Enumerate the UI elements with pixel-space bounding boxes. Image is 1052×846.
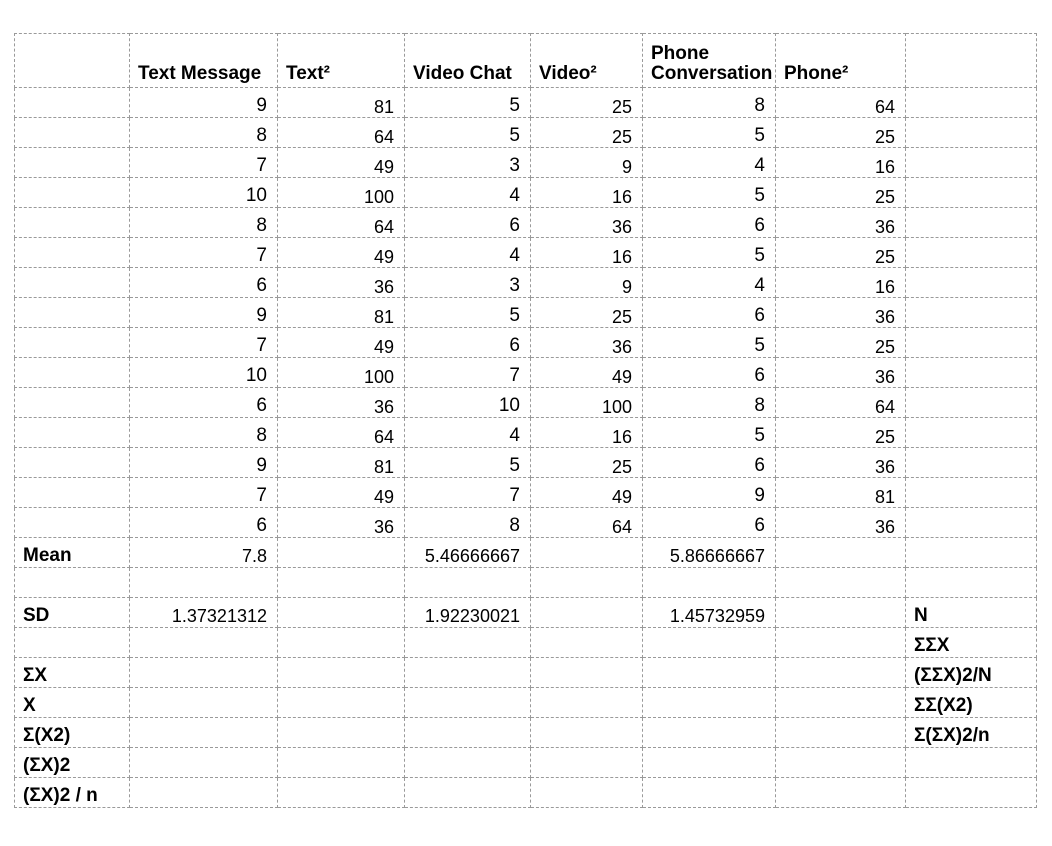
empty-cell[interactable] [531,778,643,808]
text-cell[interactable]: 6 [130,388,278,418]
empty-cell[interactable] [906,778,1037,808]
text-cell[interactable]: 6 [130,268,278,298]
video-cell[interactable]: 5 [405,88,531,118]
empty-cell[interactable] [906,748,1037,778]
video-cell[interactable]: 3 [405,148,531,178]
right-cell[interactable] [906,178,1037,208]
right-cell[interactable] [906,148,1037,178]
empty-cell[interactable] [531,538,643,568]
text-squared-cell[interactable]: 64 [278,208,405,238]
empty-cell[interactable] [405,568,531,598]
phone-cell[interactable]: 5 [643,328,776,358]
video-cell[interactable]: 5 [405,298,531,328]
empty-cell[interactable] [776,628,906,658]
phone-cell[interactable]: 6 [643,508,776,538]
summary-row [15,628,1037,658]
empty-cell[interactable] [531,748,643,778]
phone-cell[interactable]: 4 [643,148,776,178]
text-cell[interactable]: 9 [130,298,278,328]
text-cell[interactable]: 6 [130,508,278,538]
phone-squared-cell[interactable]: 16 [776,148,906,178]
empty-cell[interactable] [130,658,278,688]
row-label-cell[interactable] [15,88,130,118]
text-cell[interactable]: 8 [130,418,278,448]
row-label-cell[interactable] [15,448,130,478]
header-phone-line1: Phone [651,43,710,64]
sd-video-value[interactable]: 1.92230021 [405,598,531,628]
row-label-cell[interactable] [15,118,130,148]
table-row [15,268,1037,298]
video-squared-cell[interactable]: 36 [531,208,643,238]
text-squared-cell[interactable]: 49 [278,148,405,178]
summary-row [15,778,1037,808]
empty-cell[interactable] [405,748,531,778]
empty-cell[interactable] [531,658,643,688]
empty-cell[interactable] [776,688,906,718]
video-cell[interactable]: 4 [405,418,531,448]
table-row [15,148,1037,178]
mean-phone-value[interactable]: 5.86666667 [643,538,776,568]
text-cell[interactable]: 10 [130,358,278,388]
phone-squared-cell[interactable]: 64 [776,388,906,418]
video-squared-cell[interactable]: 25 [531,88,643,118]
row-label-cell[interactable] [15,328,130,358]
table-row [15,88,1037,118]
empty-cell[interactable] [130,568,278,598]
empty-cell[interactable] [776,658,906,688]
text-cell[interactable]: 8 [130,118,278,148]
row-label-cell[interactable] [15,268,130,298]
phone-squared-cell[interactable]: 25 [776,178,906,208]
empty-cell[interactable] [531,628,643,658]
left-label-x[interactable]: X [15,688,130,718]
right-cell[interactable] [906,268,1037,298]
empty-cell[interactable] [405,778,531,808]
text-squared-cell[interactable]: 36 [278,268,405,298]
header-cell-blank-right[interactable] [906,34,1037,88]
header-phone-conversation[interactable] [643,34,776,88]
right-cell[interactable] [906,208,1037,238]
row-label-cell[interactable] [15,508,130,538]
empty-cell[interactable] [776,748,906,778]
empty-cell[interactable] [405,718,531,748]
phone-cell[interactable]: 5 [643,238,776,268]
empty-cell[interactable] [278,598,405,628]
video-squared-cell[interactable]: 25 [531,298,643,328]
empty-cell[interactable] [130,718,278,748]
row-label-cell[interactable] [15,238,130,268]
summary-row [15,658,1037,688]
video-cell[interactable]: 7 [405,358,531,388]
empty-cell[interactable] [531,598,643,628]
sd-row [15,598,1037,628]
text-cell[interactable]: 9 [130,88,278,118]
empty-cell[interactable] [643,778,776,808]
text-squared-cell[interactable]: 64 [278,418,405,448]
text-cell[interactable]: 7 [130,478,278,508]
empty-cell[interactable] [776,568,906,598]
right-cell[interactable] [906,418,1037,448]
video-squared-cell[interactable]: 16 [531,238,643,268]
phone-cell[interactable]: 6 [643,208,776,238]
text-squared-cell[interactable]: 81 [278,448,405,478]
empty-cell[interactable] [531,688,643,718]
empty-cell[interactable] [776,598,906,628]
empty-cell[interactable] [278,748,405,778]
video-cell[interactable]: 3 [405,268,531,298]
text-squared-cell[interactable]: 49 [278,478,405,508]
empty-cell[interactable] [643,568,776,598]
phone-cell[interactable]: 8 [643,88,776,118]
empty-cell[interactable] [15,628,130,658]
empty-cell[interactable] [278,538,405,568]
empty-cell[interactable] [776,778,906,808]
text-cell[interactable]: 7 [130,238,278,268]
phone-squared-cell[interactable]: 25 [776,328,906,358]
empty-cell[interactable] [405,688,531,718]
video-cell[interactable]: 10 [405,388,531,418]
right-cell[interactable] [906,358,1037,388]
empty-cell[interactable] [130,628,278,658]
right-label-sumsum-x2[interactable]: ΣΣ(X2) [906,688,1037,718]
right-cell[interactable] [906,448,1037,478]
summary-row [15,718,1037,748]
text-squared-cell[interactable]: 100 [278,178,405,208]
summary-row [15,688,1037,718]
phone-cell[interactable]: 4 [643,268,776,298]
sd-label[interactable]: SD [15,598,130,628]
phone-squared-cell[interactable]: 16 [776,268,906,298]
left-label-sum-x-squared[interactable]: (ΣX)2 [15,748,130,778]
header-text-message[interactable]: Text Message [130,34,278,88]
row-label-cell[interactable] [15,418,130,448]
table-row [15,178,1037,208]
video-cell[interactable]: 5 [405,448,531,478]
video-cell[interactable]: 4 [405,238,531,268]
video-squared-cell[interactable]: 25 [531,448,643,478]
empty-cell[interactable] [906,538,1037,568]
empty-cell[interactable] [643,628,776,658]
video-squared-cell[interactable]: 9 [531,148,643,178]
right-label-sum-sumx-squared-over-n[interactable]: Σ(ΣX)2/n [906,718,1037,748]
spreadsheet-table [14,33,1037,808]
video-cell[interactable]: 5 [405,118,531,148]
empty-cell[interactable] [405,628,531,658]
empty-cell[interactable] [906,568,1037,598]
text-squared-cell[interactable]: 49 [278,238,405,268]
video-cell[interactable]: 7 [405,478,531,508]
text-cell[interactable]: 10 [130,178,278,208]
header-video-chat[interactable]: Video Chat [405,34,531,88]
table-row [15,478,1037,508]
row-label-cell[interactable] [15,388,130,418]
header-row [15,34,1037,88]
header-cell-blank[interactable] [15,34,130,88]
video-squared-cell[interactable]: 25 [531,118,643,148]
empty-cell[interactable] [278,688,405,718]
table-row [15,208,1037,238]
table-row [15,418,1037,448]
phone-cell[interactable]: 5 [643,418,776,448]
right-cell[interactable] [906,478,1037,508]
right-cell[interactable] [906,388,1037,418]
text-squared-cell[interactable]: 36 [278,508,405,538]
phone-cell[interactable]: 5 [643,178,776,208]
video-squared-cell[interactable]: 64 [531,508,643,538]
empty-cell[interactable] [643,688,776,718]
header-phone-line2: Conversation [651,63,773,84]
table-row [15,118,1037,148]
mean-label[interactable]: Mean [15,538,130,568]
text-squared-cell[interactable]: 64 [278,118,405,148]
video-squared-cell[interactable]: 36 [531,328,643,358]
phone-squared-cell[interactable]: 36 [776,508,906,538]
empty-cell[interactable] [405,658,531,688]
phone-cell[interactable]: 9 [643,478,776,508]
row-label-cell[interactable] [15,178,130,208]
row-label-cell[interactable] [15,208,130,238]
table-row [15,328,1037,358]
phone-squared-cell[interactable]: 25 [776,418,906,448]
empty-cell[interactable] [278,778,405,808]
mean-video-value[interactable]: 5.46666667 [405,538,531,568]
sd-text-value[interactable]: 1.37321312 [130,598,278,628]
right-cell[interactable] [906,508,1037,538]
table-row [15,298,1037,328]
video-cell[interactable]: 6 [405,328,531,358]
video-squared-cell[interactable]: 16 [531,418,643,448]
header-text-squared[interactable]: Text² [278,34,405,88]
empty-cell[interactable] [130,778,278,808]
empty-cell[interactable] [130,688,278,718]
right-label-sumsum-x-squared-over-n[interactable]: (ΣΣX)2/N [906,658,1037,688]
phone-cell[interactable]: 8 [643,388,776,418]
empty-cell[interactable] [15,568,130,598]
table-row [15,238,1037,268]
phone-squared-cell[interactable]: 64 [776,88,906,118]
phone-squared-cell[interactable]: 36 [776,448,906,478]
phone-squared-cell[interactable]: 81 [776,478,906,508]
header-phone-squared[interactable]: Phone² [776,34,906,88]
phone-squared-cell[interactable]: 36 [776,208,906,238]
right-cell[interactable] [906,118,1037,148]
empty-cell[interactable] [531,568,643,598]
table-row [15,508,1037,538]
empty-cell[interactable] [531,718,643,748]
video-squared-cell[interactable]: 100 [531,388,643,418]
video-cell[interactable]: 8 [405,508,531,538]
empty-cell[interactable] [130,748,278,778]
video-cell[interactable]: 4 [405,178,531,208]
sheet-body [15,34,1037,808]
table-row [15,448,1037,478]
empty-cell[interactable] [278,628,405,658]
empty-cell[interactable] [278,718,405,748]
row-label-cell[interactable] [15,478,130,508]
video-squared-cell[interactable]: 9 [531,268,643,298]
video-squared-cell[interactable]: 49 [531,478,643,508]
phone-cell[interactable]: 6 [643,358,776,388]
phone-squared-cell[interactable]: 25 [776,118,906,148]
header-video-squared[interactable]: Video² [531,34,643,88]
row-label-cell[interactable] [15,298,130,328]
phone-squared-cell[interactable]: 36 [776,298,906,328]
right-label-n[interactable]: N [906,598,1037,628]
empty-cell[interactable] [643,718,776,748]
phone-cell[interactable]: 6 [643,298,776,328]
empty-cell[interactable] [776,718,906,748]
summary-row [15,748,1037,778]
row-label-cell[interactable] [15,148,130,178]
table-row [15,358,1037,388]
mean-row [15,538,1037,568]
text-cell[interactable]: 8 [130,208,278,238]
text-cell[interactable]: 7 [130,328,278,358]
left-label-sum-x2[interactable]: Σ(X2) [15,718,130,748]
video-squared-cell[interactable]: 16 [531,178,643,208]
empty-cell[interactable] [278,658,405,688]
sd-phone-value[interactable]: 1.45732959 [643,598,776,628]
text-squared-cell[interactable]: 81 [278,298,405,328]
text-squared-cell[interactable]: 100 [278,358,405,388]
text-cell[interactable]: 9 [130,448,278,478]
right-label-sumsum-x[interactable]: ΣΣX [906,628,1037,658]
left-label-sum-x[interactable]: ΣX [15,658,130,688]
empty-cell[interactable] [643,748,776,778]
phone-cell[interactable]: 5 [643,118,776,148]
mean-text-value[interactable]: 7.8 [130,538,278,568]
right-cell[interactable] [906,238,1037,268]
text-cell[interactable]: 7 [130,148,278,178]
blank-row [15,568,1037,598]
right-cell[interactable] [906,88,1037,118]
left-label-sum-x-squared-over-n[interactable]: (ΣX)2 / n [15,778,130,808]
table-row [15,388,1037,418]
right-cell[interactable] [906,328,1037,358]
phone-squared-cell[interactable]: 36 [776,358,906,388]
phone-cell[interactable]: 6 [643,448,776,478]
text-squared-cell[interactable]: 36 [278,388,405,418]
right-cell[interactable] [906,298,1037,328]
video-cell[interactable]: 6 [405,208,531,238]
empty-cell[interactable] [776,538,906,568]
text-squared-cell[interactable]: 49 [278,328,405,358]
empty-cell[interactable] [278,568,405,598]
video-squared-cell[interactable]: 49 [531,358,643,388]
text-squared-cell[interactable]: 81 [278,88,405,118]
row-label-cell[interactable] [15,358,130,388]
phone-squared-cell[interactable]: 25 [776,238,906,268]
empty-cell[interactable] [643,658,776,688]
